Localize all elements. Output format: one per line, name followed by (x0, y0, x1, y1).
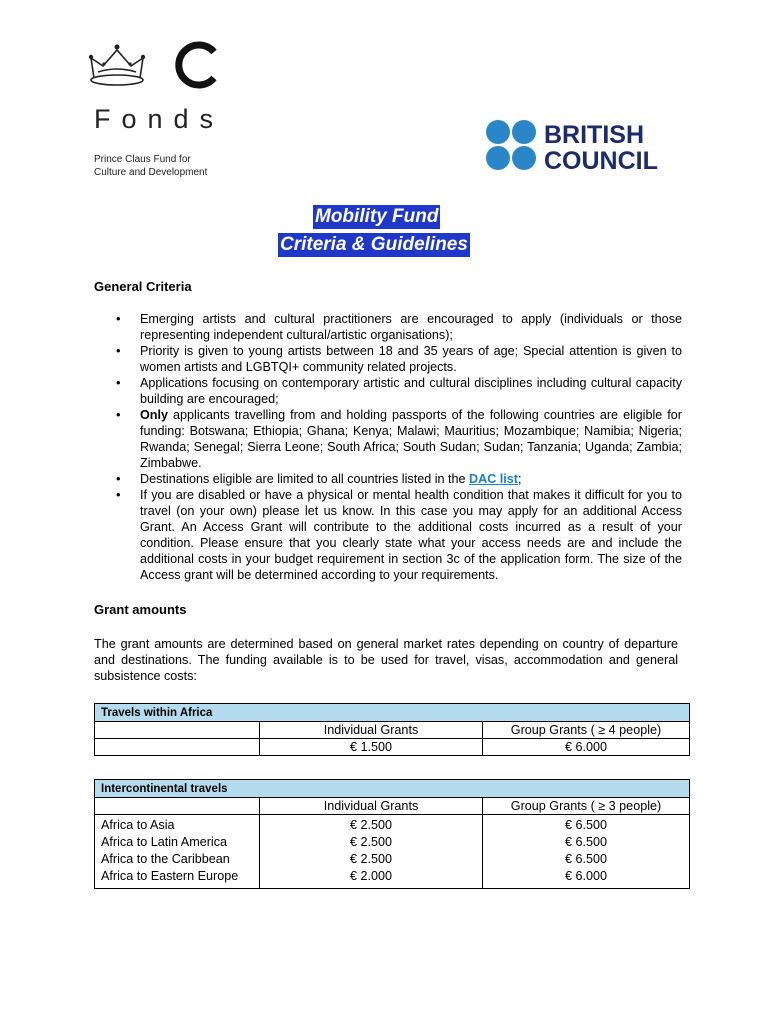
criteria-item: • Destinations eligible are limited to all countries listed in the DAC list; (94, 471, 682, 487)
individual-amount: € 2.000 (349, 869, 393, 883)
fonds-wordmark: Fonds (94, 104, 225, 134)
criteria-item: • Emerging artists and cultural practitioners are encouraged to apply (individuals or those representing independent cultural/artistic organisations); (94, 311, 682, 343)
africa-individual-amount: € 1.500 (260, 739, 483, 756)
africa-col-group: Group Grants ( ≥ 4 people) (483, 722, 690, 739)
criteria-item: • Only applicants travelling from and holding passports of the following countries are eligible for funding: Botswana; Ethiopia; Ghana; Kenya; Malawi; Mauritius; Mozambique; Namibia; Nigeria; Rwanda; Senegal; Sierra Leone; South Africa; South Sudan; Sudan; Tanzania; Uganda; Zambia; Zimbabwe. (94, 407, 682, 471)
africa-group-amount: € 6.000 (483, 739, 690, 756)
dac-list-link[interactable]: DAC list (469, 472, 518, 486)
individual-column (260, 815, 483, 889)
criteria-list (94, 311, 682, 583)
route-label: Africa to Asia (101, 818, 175, 832)
prince-claus-c-logo (172, 40, 222, 90)
table-cell-empty (95, 739, 260, 756)
route-label: Africa to Eastern Europe (101, 869, 239, 883)
grant-amounts-heading: Grant amounts (94, 602, 187, 617)
criteria-item: • Applications focusing on contemporary artistic and cultural disciplines including cultural capacity building are encouraged; (94, 375, 682, 407)
africa-col-individual: Individual Grants (260, 722, 483, 739)
individual-amount: € 2.500 (349, 852, 393, 866)
table-row (95, 815, 690, 889)
prince-claus-tagline-2: Culture and Development (94, 167, 208, 178)
criteria-item: • Priority is given to young artists between 18 and 35 years of age; Special attention is given to women artists and LGBTQI+ community related projects. (94, 343, 682, 375)
individual-amount: € 2.500 (349, 818, 393, 832)
intercontinental-grants-table (94, 779, 690, 889)
inter-col-group: Group Grants ( ≥ 3 people) (483, 798, 690, 815)
inter-col-individual: Individual Grants (260, 798, 483, 815)
prince-claus-crown-logo (86, 42, 148, 88)
british-council-line-2: COUNCIL (544, 147, 658, 174)
british-council-line-1: BRITISH (544, 121, 644, 149)
group-column (483, 815, 690, 889)
grant-amounts-paragraph: The grant amounts are determined based on general market rates depending on country of departure and destinations. The funding available is to be used for travel, visas, accommodation and general subsistence costs: (94, 637, 678, 683)
group-amount: € 6.000 (564, 869, 608, 883)
intercontinental-table-title: Intercontinental travels (95, 780, 690, 798)
title-line-1: Mobility Fund (315, 206, 439, 227)
route-column (95, 815, 260, 889)
table-cell-empty (95, 722, 260, 739)
title-line-2: Criteria & Guidelines (280, 234, 468, 255)
africa-grants-table (94, 703, 690, 756)
criteria-item: • If you are disabled or have a physical or mental health condition that makes it difficult for you to travel (on your own) please let us know. In this case you may apply for an additional Access Grant. An Access Grant will contribute to the additional costs incurred as a result of your condition. Please ensure that you clearly state what your access needs are and include the additional costs in your budget requirement in section 3c of the application form. The size of the Access grant will be determined according to your requirements. (94, 487, 682, 583)
route-label: Africa to the Caribbean (101, 852, 230, 866)
africa-table-title: Travels within Africa (95, 704, 690, 722)
general-criteria-heading: General Criteria (94, 279, 192, 294)
prince-claus-tagline-1: Prince Claus Fund for (94, 154, 191, 165)
british-council-logo (484, 118, 684, 174)
individual-amount: € 2.500 (349, 835, 393, 849)
group-amount: € 6.500 (564, 852, 608, 866)
group-amount: € 6.500 (564, 835, 608, 849)
table-cell-empty (95, 798, 260, 815)
group-amount: € 6.500 (564, 818, 608, 832)
route-label: Africa to Latin America (101, 835, 227, 849)
